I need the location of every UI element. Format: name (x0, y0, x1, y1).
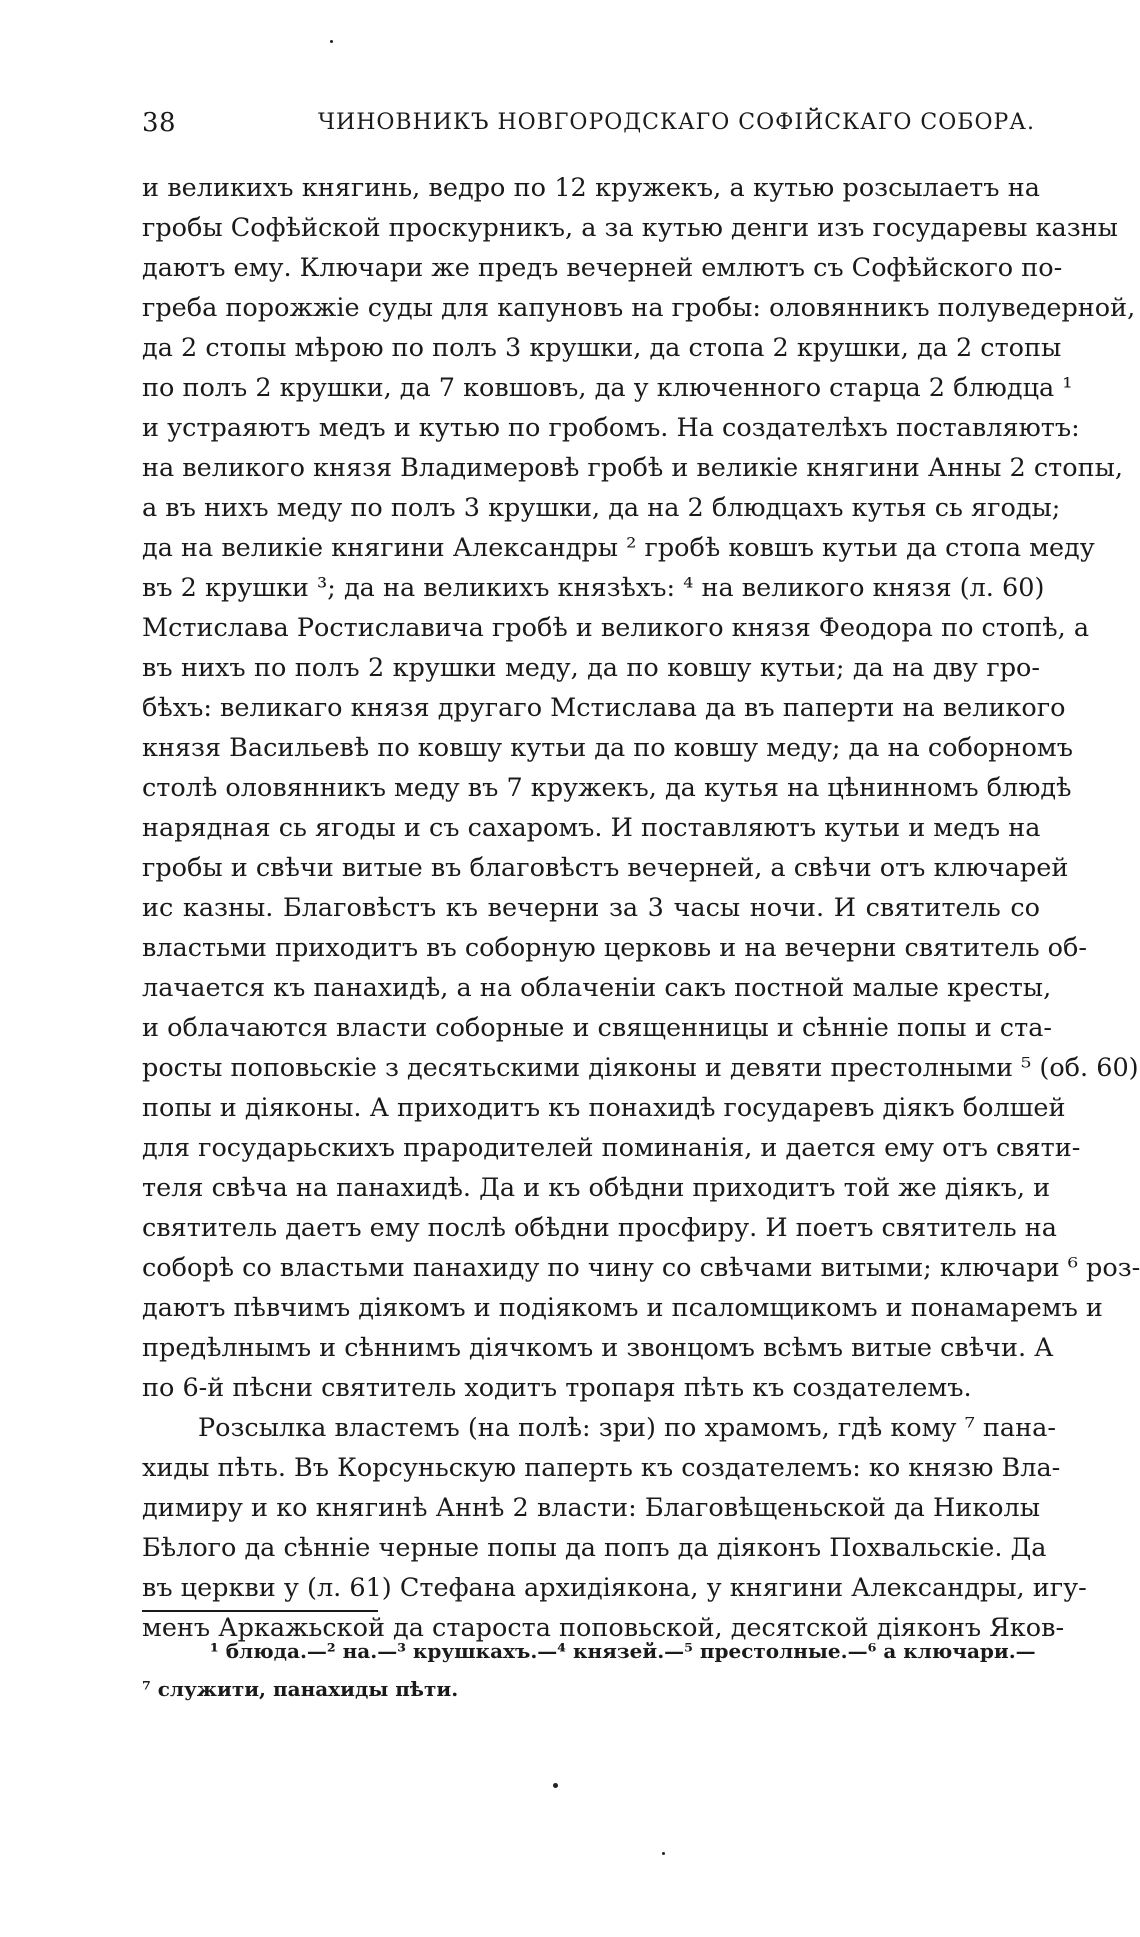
footnote-divider (142, 1610, 378, 1612)
text-line: росты поповьскіе з десятьскими діяконы и девяти престолными ⁵ (об. 60) (142, 1053, 1139, 1083)
text-line: на великого князя Владимеровѣ гробѣ и великіе княгини Анны 2 стопы, (142, 453, 1124, 483)
text-line: менъ Аркажьской да староста поповьской, десятской діяконъ Яков- (142, 1613, 1065, 1643)
text-line: въ нихъ по полъ 2 крушки меду, да по ковшу кутьи; да на дву гро- (142, 653, 1040, 683)
text-line: да на великіе княгини Александры ² гробѣ ковшъ кутьи да стопа меду (142, 533, 1095, 563)
text-line: и великихъ княгинь, ведро по 12 кружекъ, а кутью розсылаетъ на (142, 173, 1040, 203)
text-line: даютъ ему. Ключари же предъ вечерней емлютъ съ Софѣйского по- (142, 253, 1063, 283)
text-line: ис казны. Благовѣстъ къ вечерни за 3 часы ночи. И святитель со (142, 893, 1040, 923)
text-line: хиды пѣть. Въ Корсуньскую паперть къ создателемъ: ко князю Вла- (142, 1453, 1061, 1483)
page-number: 38 (142, 108, 177, 138)
text-line: попы и діяконы. А приходитъ къ понахидѣ государевъ діякъ болшей (142, 1093, 1066, 1123)
text-line: и облачаются власти соборные и священницы и сѣнніе попы и ста- (142, 1013, 1053, 1043)
text-line: Бѣлого да сѣнніе черные попы да попъ да діяконъ Похвальскіе. Да (142, 1533, 1047, 1563)
text-line: лачается къ панахидѣ, а на облаченіи сакъ постной малые кресты, (142, 973, 1052, 1003)
text-line: гробы и свѣчи витые въ благовѣстъ вечерней, а свѣчи отъ ключарей (142, 853, 1069, 883)
text-line: даютъ пѣвчимъ діякомъ и подіякомъ и псаломщикомъ и понамаремъ и (142, 1293, 1103, 1323)
text-line: гробы Софѣйской проскурникъ, а за кутью денги изъ государевы казны (142, 213, 1118, 243)
text-line: по полъ 2 крушки, да 7 ковшовъ, да у ключенного старца 2 блюдца ¹ (142, 373, 1073, 403)
print-speck (553, 1783, 558, 1788)
text-line: Розсылка властемъ (на полѣ: зри) по храмомъ, гдѣ кому ⁷ пана- (198, 1413, 1056, 1443)
text-line: властьми приходитъ въ соборную церковь и на вечерни святитель об- (142, 933, 1088, 963)
text-line: греба порожжіе суды для капуновъ на гробы: оловянникъ полуведерной, (142, 293, 1136, 323)
text-line: столѣ оловянникъ меду въ 7 кружекъ, да кутья на цѣнинномъ блюдѣ (142, 773, 1072, 803)
text-line: святитель даетъ ему послѣ обѣдни просфиру. И поетъ святитель на (142, 1213, 1057, 1243)
body-text (142, 168, 1140, 1648)
text-line: соборѣ со властьми панахиду по чину со свѣчами витыми; ключари ⁶ роз- (142, 1253, 1140, 1283)
text-line: теля свѣча на панахидѣ. Да и къ обѣдни приходитъ той же діякъ, и (142, 1173, 1051, 1203)
footnotes (142, 1632, 1040, 1708)
text-line: предѣлнымъ и сѣннимъ діячкомъ и звонцомъ всѣмъ витые свѣчи. А (142, 1333, 1054, 1363)
text-line: въ церкви у (л. 61) Стефана архидіякона, у княгини Александры, игу- (142, 1573, 1087, 1603)
text-line: нарядная сь ягоды и съ сахаромъ. И поставляютъ кутьи и медъ на (142, 813, 1041, 843)
footnote-line: ⁷ служити, панахиды пѣти. (142, 1677, 459, 1701)
text-line: князя Васильевѣ по ковшу кутьи да по ковшу меду; да на соборномъ (142, 733, 1073, 763)
running-title: ЧИНОВНИКЪ НОВГОРОДСКАГО СОФІЙСКАГО СОБОРА. (318, 110, 1035, 135)
text-line: по 6-й пѣсни святитель ходитъ тропаря пѣть къ создателемъ. (142, 1373, 972, 1403)
footnote-line: ¹ блюда.—² на.—³ крушкахъ.—⁴ князей.—⁵ престолные.—⁶ а ключари.— (210, 1639, 1036, 1663)
text-line: въ 2 крушки ³; да на великихъ князѣхъ: ⁴ на великого князя (л. 60) (142, 573, 1045, 603)
text-line: бѣхъ: великаго князя другаго Мстислава да въ паперти на великого (142, 693, 1066, 723)
text-line: а въ нихъ меду по полъ 3 крушки, да на 2 блюдцахъ кутья сь ягоды; (142, 493, 1061, 523)
print-speck (330, 40, 333, 43)
text-line: димиру и ко княгинѣ Аннѣ 2 власти: Благовѣщеньской да Николы (142, 1493, 1040, 1523)
text-line: Мстислава Ростиславича гробѣ и великого князя Феодора по стопѣ, а (142, 613, 1090, 643)
text-line: для государьскихъ прародителей поминанія, и дается ему отъ святи- (142, 1133, 1081, 1163)
print-speck (662, 1852, 665, 1855)
text-line: и устраяютъ медъ и кутью по гробомъ. На создателѣхъ поставляютъ: (142, 413, 1080, 443)
text-line: да 2 стопы мѣрою по полъ 3 крушки, да стопа 2 крушки, да 2 стопы (142, 333, 1062, 363)
